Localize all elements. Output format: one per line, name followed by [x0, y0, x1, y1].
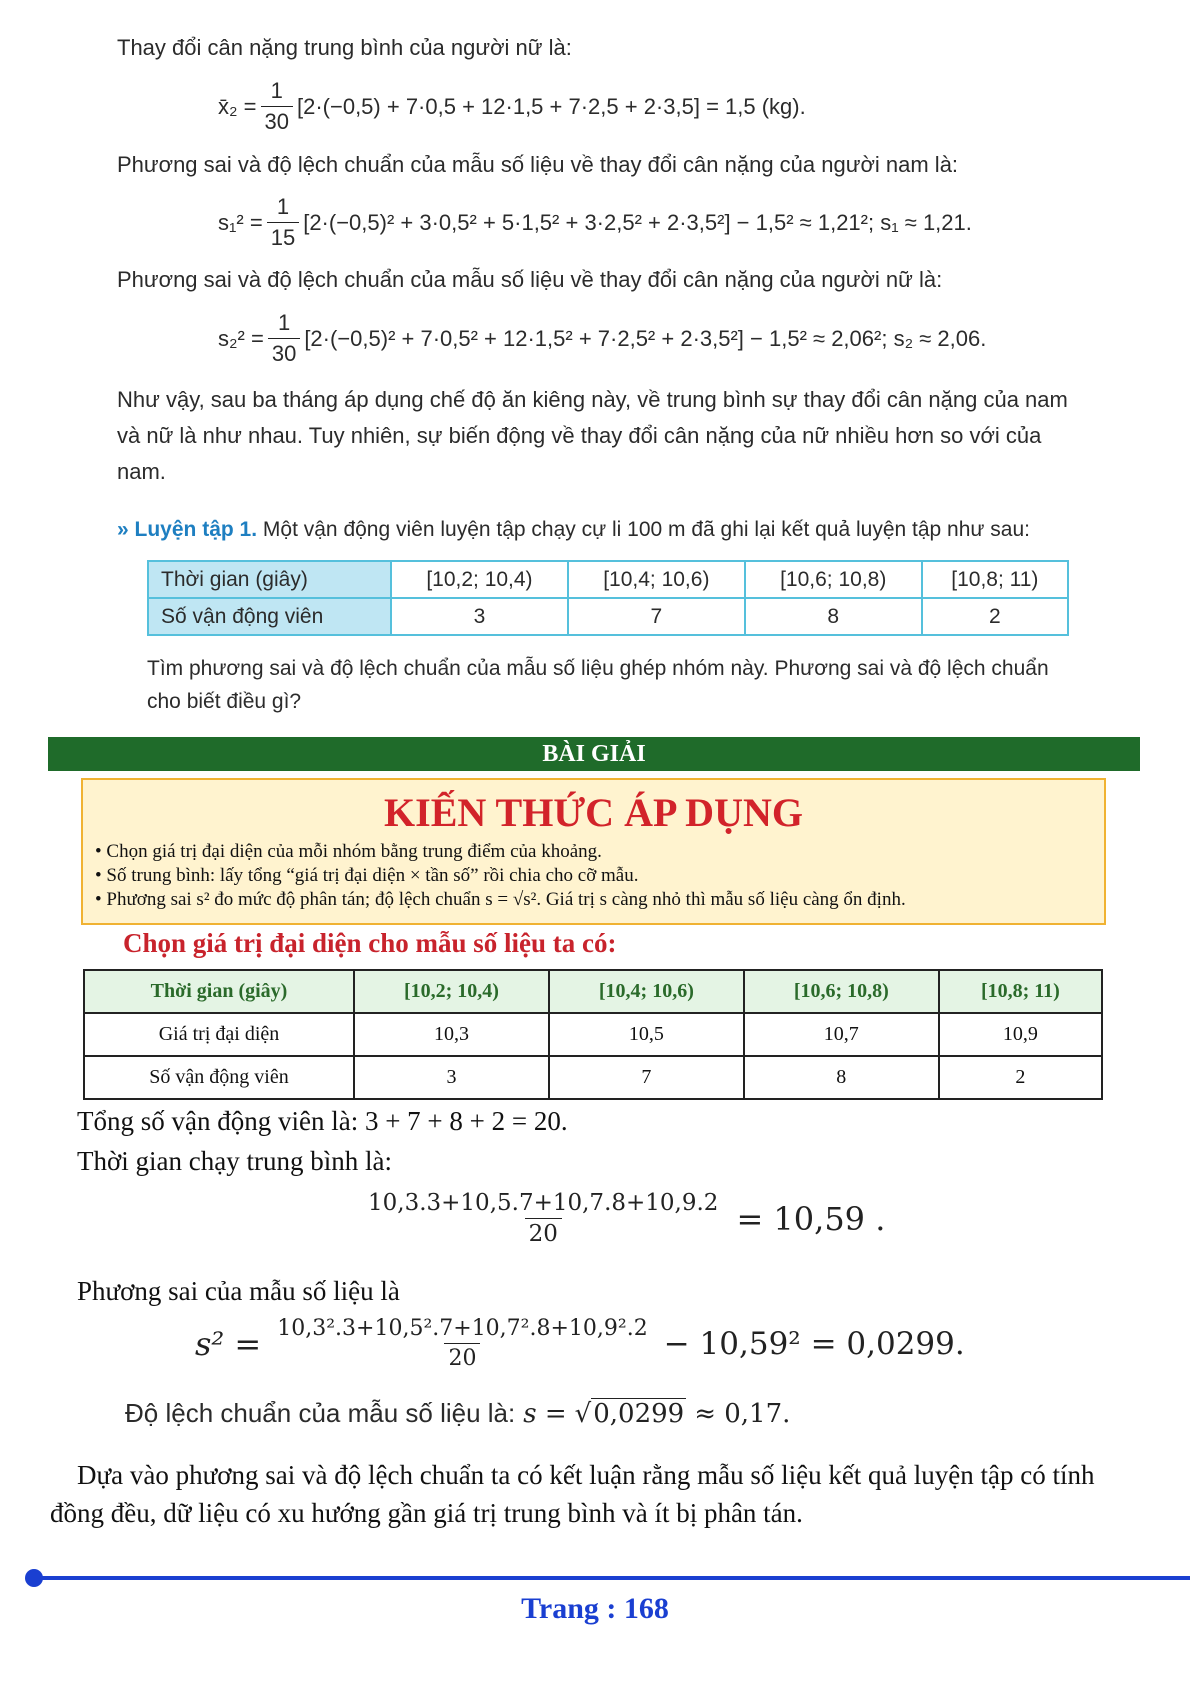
table-row: [84, 1013, 1102, 1056]
mean-intro: Thời gian chạy trung bình là:: [77, 1146, 392, 1176]
knowledge-line: • Phương sai s² đo mức độ phân tán; độ lệch chuẩn s = √s². Giá trị s càng nhỏ thì mẫu số liệu càng ổn định.: [95, 889, 906, 910]
solution-heading: Chọn giá trị đại diện cho mẫu số liệu ta có:: [123, 928, 617, 958]
conclusion: Dựa vào phương sai và độ lệch chuẩn ta có kết luận rằng mẫu số liệu kết quả luyện tập có tính đồng đều, dữ liệu có xu hướng gần giá trị trung bình và ít bị phân tán.: [50, 1460, 1095, 1528]
std-radicand: 0,0299: [593, 1399, 685, 1429]
exercise-question: Tìm phương sai và độ lệch chuẩn của mẫu số liệu ghép nhóm này. Phương sai và độ lệch chuẩn cho biết điều gì?: [147, 657, 1049, 713]
std-line: [125, 1398, 790, 1429]
variance-lhs: s² =: [195, 1324, 262, 1363]
table-cell: 7: [568, 598, 745, 635]
page-number: Trang : 168: [521, 1592, 669, 1625]
knowledge-line: • Số trung bình: lấy tổng “giá trị đại diện × tần số” rồi chia cho cỡ mẫu.: [95, 865, 639, 886]
table-cell: 3: [391, 598, 568, 635]
fraction: $\frac{1}{30}$: [261, 78, 293, 135]
formula-lhs: x̄₂ =: [218, 93, 257, 119]
knowledge-title: KIẾN THỨC ÁP DỤNG: [384, 790, 803, 835]
formula-variance-female: [218, 310, 986, 367]
formula-variance-male: [218, 194, 972, 251]
table-cell: 10,9: [939, 1013, 1102, 1056]
table-cell: [10,8; 11): [939, 970, 1102, 1013]
variance-intro: Phương sai của mẫu số liệu là: [77, 1276, 400, 1306]
total-athletes: Tổng số vận động viên là: 3 + 7 + 8 + 2 = 20.: [77, 1106, 568, 1136]
mean-formula: [360, 1190, 885, 1247]
exercise-label: Luyện tập 1.: [134, 518, 258, 541]
table-cell: 2: [922, 598, 1068, 635]
double-chevron-icon: »: [117, 518, 129, 541]
knowledge-box: [81, 778, 1106, 925]
table-cell: 2: [939, 1056, 1102, 1099]
representative-table: [83, 969, 1103, 1100]
table-cell: Số vận động viên: [148, 598, 391, 635]
fraction: $\frac{1}{30}$: [268, 310, 300, 367]
std-result: ≈ 0,17.: [694, 1398, 791, 1429]
std-lhs: s =: [523, 1398, 567, 1429]
table-row: [148, 598, 1068, 635]
table-cell: [10,4; 10,6): [549, 970, 744, 1013]
variance-formula: [195, 1316, 965, 1371]
fraction: $\frac{1}{15}$: [267, 194, 299, 251]
table-row: [148, 561, 1068, 598]
table-row: [84, 1056, 1102, 1099]
table-cell: [10,4; 10,6): [568, 561, 745, 598]
fraction: $\frac{\text{10,3².3+10,5².7+10,7².8+10,9².2}}{20}$: [277, 1316, 648, 1371]
table-cell: [10,2; 10,4): [354, 970, 549, 1013]
intro-paragraph-3: Phương sai và độ lệch chuẩn của mẫu số liệu về thay đổi cân nặng của người nữ là:: [117, 267, 943, 292]
knowledge-line: • Chọn giá trị đại diện của mỗi nhóm bằng trung điểm của khoảng.: [95, 841, 602, 862]
formula-body: [2·(−0,5)² + 3·0,5² + 5·1,5² + 3·2,5² + 2·3,5²] − 1,5² ≈ 1,21²; s₁ ≈ 1,21.: [303, 209, 972, 235]
formula-mean-female: [218, 78, 806, 135]
table-cell: Số vận động viên: [84, 1056, 354, 1099]
table-cell: [10,2; 10,4): [391, 561, 568, 598]
sqrt-icon: √: [574, 1398, 592, 1429]
table-cell: Thời gian (giây): [148, 561, 391, 598]
formula-lhs: s₂² =: [218, 325, 264, 351]
exercise-table: [147, 560, 1069, 636]
intro-paragraph-2: Phương sai và độ lệch chuẩn của mẫu số liệu về thay đổi cân nặng của người nam là:: [117, 152, 959, 177]
mean-result: = 10,59 .: [736, 1199, 886, 1238]
solution-banner: BÀI GIẢI: [48, 737, 1140, 771]
table-cell: 8: [744, 1056, 939, 1099]
table-cell: 7: [549, 1056, 744, 1099]
intro-paragraph-1: Thay đổi cân nặng trung bình của người nữ là:: [117, 35, 572, 60]
table-cell: 8: [745, 598, 922, 635]
table-cell: Thời gian (giây): [84, 970, 354, 1013]
exercise-text: Một vận động viên luyện tập chạy cự li 100 m đã ghi lại kết quả luyện tập như sau:: [262, 518, 1030, 541]
exercise-statement: [117, 512, 1107, 548]
std-label: Độ lệch chuẩn của mẫu số liệu là:: [125, 1398, 516, 1428]
table-row: [84, 970, 1102, 1013]
footer-divider: [33, 1576, 1190, 1580]
table-cell: 10,3: [354, 1013, 549, 1056]
variance-result: − 10,59² = 0,0299.: [663, 1325, 965, 1362]
table-cell: 10,7: [744, 1013, 939, 1056]
table-cell: 3: [354, 1056, 549, 1099]
intro-paragraph-4: Như vậy, sau ba tháng áp dụng chế độ ăn kiêng này, về trung bình sự thay đổi cân nặng của nam và nữ là như nhau. Tuy nhiên, sự biến động về thay đổi cân nặng của nữ nhiều hơn so với của nam.: [117, 387, 1068, 484]
fraction: $\frac{10,3.3+10,5.7+10,7.8+10,9.2}{20}$: [368, 1190, 719, 1247]
table-cell: [10,6; 10,8): [744, 970, 939, 1013]
formula-body: [2·(−0,5) + 7·0,5 + 12·1,5 + 7·2,5 + 2·3,5] = 1,5 (kg).: [296, 93, 806, 119]
table-cell: Giá trị đại diện: [84, 1013, 354, 1056]
table-cell: [10,8; 11): [922, 561, 1068, 598]
table-cell: 10,5: [549, 1013, 744, 1056]
table-cell: [10,6; 10,8): [745, 561, 922, 598]
formula-body: [2·(−0,5)² + 7·0,5² + 12·1,5² + 7·2,5² + 2·3,5²] − 1,5² ≈ 2,06²; s₂ ≈ 2,06.: [304, 325, 987, 351]
formula-lhs: s₁² =: [218, 209, 263, 235]
